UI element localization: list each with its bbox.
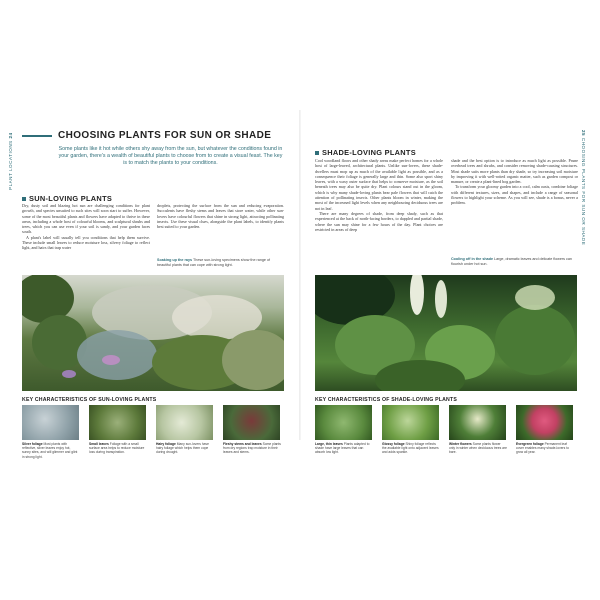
large-thin-leaves-thumbnail: [315, 405, 372, 440]
characteristic-text: Some plants from dry regions trap moisture in their leaves and stems.: [223, 442, 281, 455]
shade-paragraph: Cool woodland floors and other shady areas make perfect homes for a whole host of large-leaved, architectural plants. Unlike sun-lovers, these shade-dwellers must mop up as much of the available light as possible, and as a consequence their foliage is generally large and thin. Some also sport shiny leaves, with a waxy outer surface that helps to conserve moisture, as the soil beneath trees may also be quite dry. Plant colours stand out in the gloom, which is why many shade-loving plants bear pale flowers that will catch the attention of pollinating insects. Other plants bloom in winter, making the most of the increased light levels when any neighbouring deciduous trees are not in leaf.: [315, 158, 443, 211]
photo-white-flower-spike: [410, 275, 424, 315]
shade-text-column-1: [315, 158, 443, 232]
page-title: CHOOSING PLANTS FOR SUN OR SHADE: [58, 130, 272, 141]
evergreen-foliage-thumbnail: [516, 405, 573, 440]
shade-characteristic-caption: [382, 442, 440, 455]
title-accent-bar: [22, 135, 52, 137]
sun-caption-bold: Soaking up the rays: [157, 258, 193, 262]
characteristic-text: Most plants with reflective, silver leaves enjoy hot, sunny sites, and will glimmer and glint in strong light.: [22, 442, 78, 459]
right-running-head: [581, 130, 586, 245]
shade-key-characteristics-title: KEY CHARACTERISTICS OF SHADE-LOVING PLANTS: [315, 397, 458, 403]
sun-photo-caption: [157, 258, 284, 268]
shade-heading: [315, 148, 416, 157]
shade-characteristic-caption: [315, 442, 373, 455]
photo-foliage: [222, 330, 284, 390]
intro-text: Some plants like it hot while others shy away from the sun, but whatever the conditions found in your garden, there's a wealth of beautiful plants to choose from to create a visual feast. The key is to match the plants to your conditions.: [58, 146, 283, 167]
characteristic-name: Small leaves: [89, 442, 109, 446]
right-page-number: 25: [581, 130, 586, 137]
shade-heading-marker: [315, 151, 319, 155]
characteristic-name: Evergreen foliage: [516, 442, 544, 446]
characteristic-name: Hairy foliage: [156, 442, 176, 446]
sun-garden-photo: [22, 275, 284, 391]
fleshy-stems-thumbnail: [223, 405, 280, 440]
sun-characteristic-caption: [156, 442, 214, 455]
sun-heading-text: SUN-LOVING PLANTS: [29, 194, 113, 203]
sun-text-column-1: [22, 203, 150, 251]
shade-paragraph: shade and the best option is to introduce as much light as possible. Prune overhead trees and shrubs, and consider removing shade-causing structures. Most shade suits more plants than dry shade, so try increasing soil moisture by improving it with well-rotted organic matter, such as garden compost or manure, or create a plant-lined bog garden.: [451, 158, 578, 185]
sun-characteristic-caption: [89, 442, 147, 455]
shade-characteristic-caption: [449, 442, 507, 455]
characteristic-name: Silver foliage: [22, 442, 43, 446]
shade-text-column-2: [451, 158, 578, 206]
sun-paragraph: A plant's label will usually tell you conditions that help them survive. These include small leaves to reduce moisture loss, silvery foliage to reflect light, and hairs that trap water: [22, 234, 150, 251]
sun-caption-text: These sun-loving specimens show the range of beautiful plants that can cope with strong light.: [157, 258, 271, 267]
hairy-foliage-thumbnail: [156, 405, 213, 440]
characteristic-name: Fleshy stems and leaves: [223, 442, 262, 446]
shade-caption-text: Large, dramatic leaves and delicate flowers can flourish under hot sun.: [451, 257, 572, 266]
left-running-head: [8, 132, 13, 190]
small-leaves-thumbnail: [89, 405, 146, 440]
sun-characteristic-caption: [223, 442, 281, 455]
sun-key-characteristics-title: KEY CHARACTERISTICS OF SUN-LOVING PLANTS: [22, 397, 157, 403]
photo-white-flower-spike: [435, 280, 447, 318]
photo-pale-flowers: [515, 285, 555, 310]
winter-flowers-thumbnail: [449, 405, 506, 440]
silver-foliage-thumbnail: [22, 405, 79, 440]
photo-silver-plants: [77, 330, 157, 380]
characteristic-text: Many sun-lovers have hairy foliage which helps them cope during drought.: [156, 442, 209, 455]
sun-heading: [22, 194, 112, 203]
shade-paragraph: There are many degrees of shade, from deep shady, such as that experienced at the back of north-facing borders, to dappled and partial shade, where the sun may shine for a few hours of the day. Plant choices are restricted in areas of deep: [315, 210, 443, 232]
characteristic-text: Some plants flower only in winter when deciduous trees are bare.: [449, 442, 507, 455]
characteristic-text: Foliage with a small surface area helps to reduce moisture loss during transpiration.: [89, 442, 145, 455]
left-page-number: 24: [8, 132, 13, 139]
characteristic-name: Glossy foliage: [382, 442, 405, 446]
characteristic-name: Winter flowers: [449, 442, 472, 446]
glossy-foliage-thumbnail: [382, 405, 439, 440]
shade-caption-bold: Cooling off in the shade: [451, 257, 493, 261]
sun-heading-marker: [22, 197, 26, 201]
characteristic-text: Shiny foliage reflects the available light onto adjacent leaves and adds sparkle.: [382, 442, 439, 455]
shade-paragraph: To transform your gloomy garden into a cool, calm oasis, combine foliage with different textures, sizes, and shapes, and include a range of seasonal flowers to highlight your scheme. As you will see, shade is a bonus, never a problem.: [451, 184, 578, 206]
sun-paragraph: Dry, dusty soil and blazing hot sun are challenging conditions for plant growth, and species unsuited to such sites will soon start to suffer. However, some of the most beautiful plants and flowers have adapted to thrive in these areas, including a whole host of colourful blooms, and sculptural shrubs and trees, which you can use even if your soil is sandy, and your garden faces south.: [22, 203, 150, 235]
characteristic-name: Large, thin leaves: [315, 442, 343, 446]
characteristic-text: Plants adapted to shade have large leaves that can absorb low light.: [315, 442, 370, 455]
sun-text-column-2: [157, 203, 284, 229]
left-running-head-text: PLANT LOCATIONS: [8, 140, 13, 190]
shade-heading-text: SHADE-LOVING PLANTS: [322, 148, 416, 157]
photo-large-leaves: [495, 305, 575, 375]
shade-characteristic-caption: [516, 442, 574, 455]
shade-photo-caption: [451, 257, 578, 267]
photo-flowers: [102, 355, 120, 365]
shade-garden-photo: [315, 275, 577, 391]
characteristic-text: Permanent leaf cover enables many shade-lovers to grow all year.: [516, 442, 569, 455]
photo-flowers: [62, 370, 76, 378]
right-running-head-text: CHOOSING PLANTS FOR SUN OR SHADE: [581, 137, 586, 246]
sun-characteristic-caption: [22, 442, 80, 459]
sun-paragraph: droplets, protecting the surface from the sun and reducing evaporation. Succulents have fleshy stems and leaves that store water, while other sun-lovers have colourful flowers that shine in strong light, attracting pollinating insects. Use these visual clues, alongside the plant labels, to identify plants best suited to your garden.: [157, 203, 284, 230]
